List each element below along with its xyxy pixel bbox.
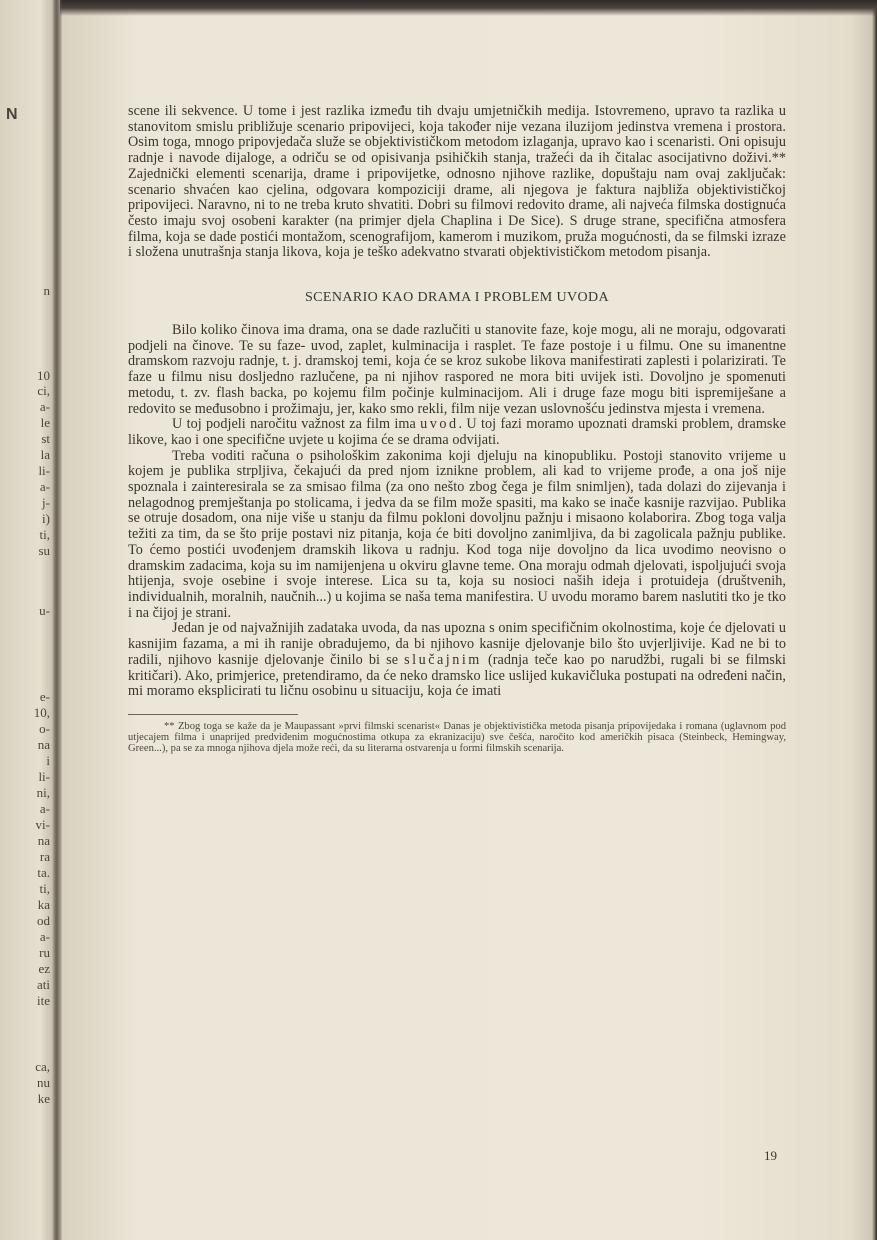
previous-page-fragment: e- — [39, 689, 50, 704]
previous-page-fragment: u- — [39, 603, 50, 618]
spaced-emphasis: uvod — [420, 416, 459, 433]
previous-page-fragment: li- — [38, 769, 50, 784]
previous-page-fragment: ti, — [39, 881, 50, 896]
page-content — [128, 104, 786, 755]
previous-page-fragment: vi- — [35, 817, 50, 832]
previous-page-fragment: su — [38, 543, 50, 558]
spaced-emphasis: slučajnim — [404, 651, 482, 668]
previous-page-fragment: ati — [37, 977, 50, 992]
previous-page-fragment: ti, — [39, 527, 50, 542]
footnote-text: ** Zbog toga se kaže da je Maupassant »prvi filmski scenarist« Danas je objektivistička metoda pisanja pripovijedaka i romana (uglavnom pod utjecajem filma i unaprijed predviđenim mogućnostima otkupa za ekranizaciju) sve češća, naročito kod američkih pisaca (Steinbeck, Hemingway, Green...), pa se za mnoga njihova djela može reći, da su literarna ostvarenja u formi filmskih scenarija. — [128, 720, 786, 755]
previous-page-fragment: j- — [42, 495, 50, 510]
paragraph-phases: Bilo koliko činova ima drama, ona se dade razlučiti u stanovite faze, koje mogu, ali ne moraju, odgovarati podjeli na činove. Te su faze- uvod, zaplet, kulminacija i rasplet. Te faze postoje i u filmu. One su imanentne dramskom razvoju radnje, t. j. dramskoj temi, koja će se kroz sukobe likova manifestirati zaplesti i polarizirati. Te faze u filmu nisu dosljedno razlučene, pa ni njihov raspored ne mora biti uvijek isti. Dovoljno je spomenuti metodu, t. zv. flash backa, po kojemu film počinje kulminacijom. Ali i druge faze mogu biti ispremiješane a redovito se međusobno i prožimaju, jer, kako smo rekli, film nije vezan uslovnošću jedinstva mjesta i vremena. — [128, 322, 786, 417]
previous-page-margin — [0, 0, 52, 1240]
previous-page-fragment: o- — [39, 721, 50, 736]
paragraph-introduction — [128, 417, 786, 448]
previous-page-fragment: li- — [38, 463, 50, 478]
paragraph-psychology: Treba voditi računa o psihološkim zakonima koji djeluju na kinopubliku. Postoji stanovito vrijeme u kojem je publika strpljiva, čekajući da pred njom iznikne problem, ali kad to vrijeme prođe, a ona još nije spoznala i zainteresirala se za smisao filma (za ono nešto zbog čega je film snimljen), tada dolazi do zijevanja i nelagodnog premještanja po stolicama, i jedva da se film može spasiti, ma kako se inače kasnije razvijao. Publika se otruje dosadom, ona nije više u stanju da filmu pokloni dovoljnu pažnju i misaono kolaborira. Zbog toga valja težiti za tim, da se što prije postavi niz pitanja, koja će biti dovoljno zanimljiva, da bi zagolicala pažnju publike. To ćemo postići uvođenjem dramskih likova u radnju. Kod toga nije dovoljno da lica uvodimo neovisno o dramskim zadacima, koja su im namijenjena u okviru glavne teme. Ona moraju odmah djelovati, ispoljujući svoja htijenja, svoje osebine i svoje interese. Lica su ta, koja su nosioci naših ideja i protuideja (društvenih, individualnih, moralnih, naučnih...) u kojima se naša tema manifestira. U uvodu moramo barem naslutiti tko je tko i na čijoj je strani. — [128, 447, 786, 621]
previous-page-fragment: na — [37, 737, 50, 752]
paragraph-circumstances — [128, 621, 786, 700]
previous-page-fragment: a- — [39, 479, 50, 494]
previous-page-fragment: 10, — [33, 705, 50, 720]
previous-page-fragment: i — [46, 753, 50, 768]
paragraph-text: Jedan je od najvažnijih zadataka uvoda, da nas upozna s onim specifičnim okolnostima, koje će djelovati u kasnijim fazama, a mi ih ranije obradujemo, da bi njihovo kasnije djelovanje bilo što uvjerljivije. Kad ne bi to radili, njihovo kasnije djelovanje činilo bi se — [128, 620, 786, 668]
previous-page-fragment: ra — [39, 849, 50, 864]
previous-page-fragment: N — [6, 106, 18, 123]
paragraph-text: U toj podjeli naročitu važnost za film ima — [172, 416, 421, 433]
page-number: 19 — [764, 1148, 777, 1163]
previous-page-fragment: ta. — [37, 865, 50, 880]
previous-page-fragment: 10 — [37, 368, 50, 383]
previous-page-fragment: la — [40, 447, 50, 462]
previous-page-fragment: st — [41, 431, 50, 446]
previous-page-fragment: nu — [37, 1075, 50, 1090]
paragraph-text: . U toj fazi moramo upoznati dramski problem, dramske likove, kao i one specifične uvjete u kojima će se drama odvijati. — [128, 416, 786, 448]
body-text — [128, 104, 786, 700]
previous-page-fragment: ca, — [35, 1059, 50, 1074]
previous-page-fragment: ni, — [36, 785, 50, 800]
previous-page-fragment: ite — [37, 993, 50, 1008]
previous-page-fragment: i) — [42, 511, 50, 526]
previous-page-fragment: ka — [37, 897, 50, 912]
previous-page-fragment: a- — [39, 801, 50, 816]
previous-page-fragment: ke — [37, 1091, 50, 1106]
previous-page-fragment: ci, — [37, 383, 50, 398]
paragraph-text: (radnja teče kao po narudžbi, rugali bi se filmski kritičari). Ako, primjerice, pretendiramo, da će neko dramsko lice uslijed kukavičluka postupati na određeni način, mi moramo eksplicirati tu ličnu osobinu u situaciju, koja će imati — [128, 651, 786, 700]
previous-page-fragment: ez — [38, 961, 50, 976]
previous-page-fragment: na — [37, 833, 50, 848]
section-heading: SCENARIO KAO DRAMA I PROBLEM UVODA — [304, 290, 610, 306]
previous-page-fragment: ru — [39, 945, 50, 960]
footnote — [128, 721, 786, 755]
footnote-divider — [128, 714, 298, 715]
previous-page-fragment: n — [43, 283, 50, 298]
intro-paragraph: scene ili sekvence. U tome i jest razlika između tih dvaju umjetničkih medija. Istovremeno, upravo ta razlika u stanovitom smislu približuje scenario pripovijeci, koja također nije vezana iluzijom jedinstva vremena i prostora. Osim toga, mnogo pripovjedača služe se objektivističkom metodom izlaganja, upravo kao i scenaristi. Oni opisuju radnje i navode dijaloge, a odriču se od opisivanja psihičkih stanja, tražeći da ih čitalac asocijativno doživi.** Zajednički elementi scenarija, drame i pripovijetke, odnosno njihove razlike, dopuštaju nam ovaj zaključak: scenario shvaćen kao cjelina, odgovara kompoziciji drame, ali njegova je faktura najbliža objektivističkoj pripovijeci. Naravno, ni to ne treba kruto shvatiti. Dobri su filmovi redovito drame, ali najveća filmska dostignuća često imaju svoj osobeni karakter (na primjer djela Chaplina i De Sice). S druge strane, specifična atmosfera filma, koja se dade postići montažom, scenografijom, kamerom i muzikom, pruža mogućnosti, da se filmski izraze i složena unutrašnja stanja likova, koja je teško adekvatno stvarati objektivističkom metodom pisanja. — [128, 103, 786, 261]
previous-page-fragment: a- — [39, 399, 50, 414]
previous-page-fragment: le — [40, 415, 50, 430]
book-gutter — [52, 0, 62, 1240]
previous-page-fragment: od — [37, 913, 50, 928]
scan-top-shadow — [60, 0, 877, 16]
previous-page-fragment: a- — [39, 929, 50, 944]
